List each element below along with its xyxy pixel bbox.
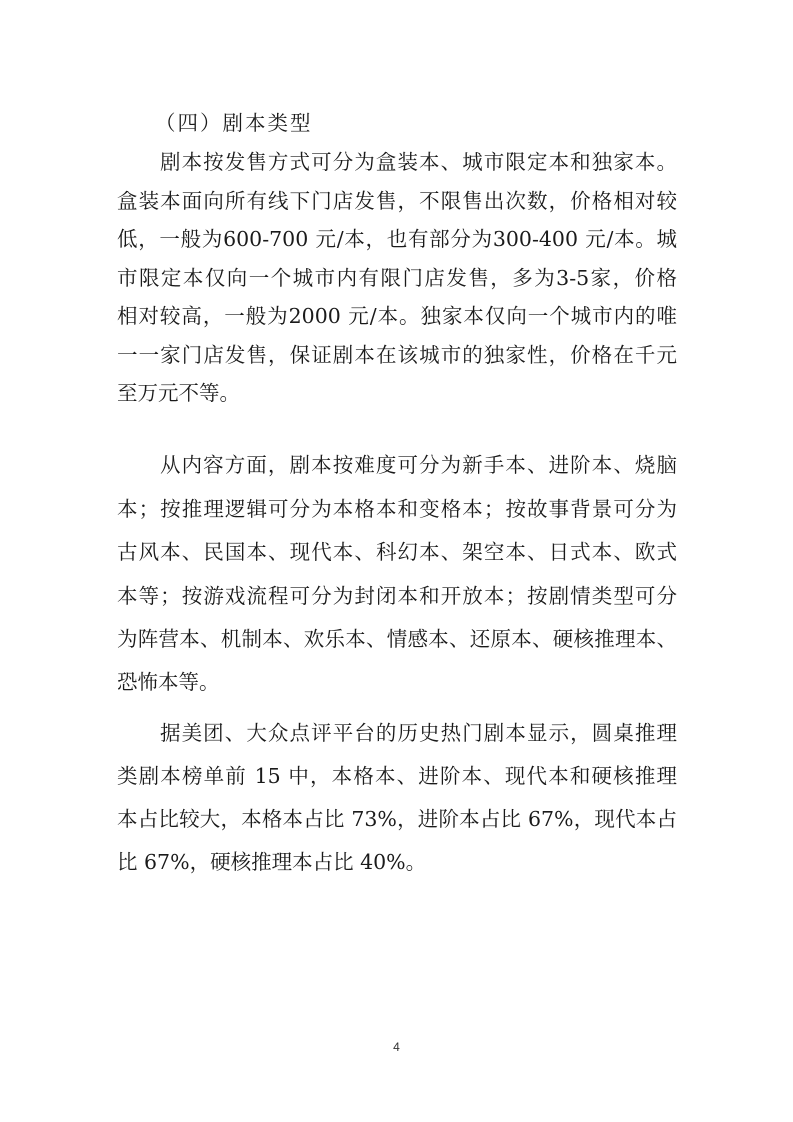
paragraph-line: 市限定本仅向一个城市内有限门店发售，多为3-5家，价格 xyxy=(117,266,677,290)
paragraph-line: 从内容方面，剧本按难度可分为新手本、进阶本、烧脑 xyxy=(160,453,677,477)
paragraph-line: 本占比较大，本格本占比 73%，进阶本占比 67%，现代本占 xyxy=(117,807,677,831)
paragraph-line: 盒装本面向所有线下门店发售，不限售出次数，价格相对较 xyxy=(117,189,677,213)
page-number: 4 xyxy=(393,1040,400,1054)
paragraph-line: 一一家门店发售，保证剧本在该城市的独家性，价格在千元 xyxy=(117,343,677,367)
paragraph-line: 据美团、大众点评平台的历史热门剧本显示，圆桌推理 xyxy=(160,721,677,745)
paragraph-line: 古风本、民国本、现代本、科幻本、架空本、日式本、欧式 xyxy=(117,540,677,564)
paragraph-line: 至万元不等。 xyxy=(117,381,240,405)
paragraph-line: 低，一般为600-700 元/本，也有部分为300-400 元/本。城 xyxy=(117,227,677,251)
paragraph-line: 本；按推理逻辑可分为本格本和变格本；按故事背景可分为 xyxy=(117,497,677,521)
section-heading: （四）剧本类型 xyxy=(155,111,313,135)
paragraph-line: 为阵营本、机制本、欢乐本、情感本、还原本、硬核推理本、 xyxy=(117,627,677,651)
paragraph-line: 本等；按游戏流程可分为封闭本和开放本；按剧情类型可分 xyxy=(117,584,677,608)
paragraph-line: 比 67%，硬核推理本占比 40%。 xyxy=(117,850,427,874)
paragraph-line: 剧本按发售方式可分为盒装本、城市限定本和独家本。 xyxy=(160,150,677,174)
paragraph-line: 类剧本榜单前 15 中，本格本、进阶本、现代本和硬核推理 xyxy=(117,764,677,788)
paragraph-line: 恐怖本等。 xyxy=(117,670,220,694)
paragraph-line: 相对较高，一般为2000 元/本。独家本仅向一个城市内的唯 xyxy=(117,304,677,328)
